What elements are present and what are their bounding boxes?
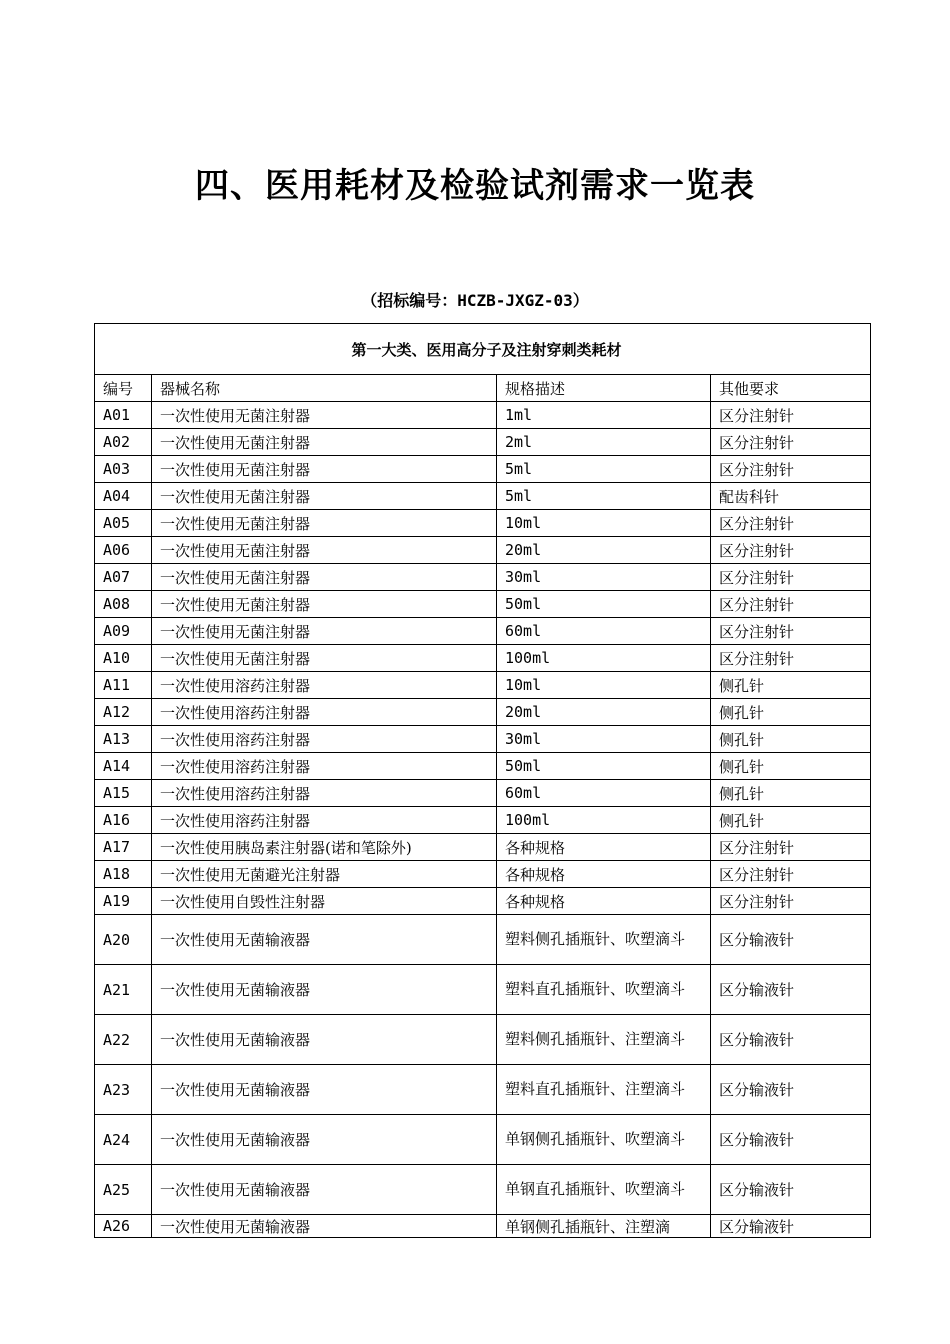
requirements-table [94, 323, 871, 1238]
device-name: 一次性使用溶药注射器 [152, 753, 497, 780]
spec-description: 塑料侧孔插瓶针、注塑滴斗 [497, 1015, 711, 1065]
other-requirement: 区分注射针 [711, 564, 871, 591]
row-id: A11 [95, 672, 152, 699]
device-name: 一次性使用溶药注射器 [152, 780, 497, 807]
other-requirement: 侧孔针 [711, 780, 871, 807]
other-requirement: 区分注射针 [711, 510, 871, 537]
spec-description: 1ml [497, 402, 711, 429]
other-requirement: 区分注射针 [711, 834, 871, 861]
device-name: 一次性使用无菌输液器 [152, 1065, 497, 1115]
row-id: A13 [95, 726, 152, 753]
other-requirement: 区分注射针 [711, 591, 871, 618]
row-id: A18 [95, 861, 152, 888]
device-name: 一次性使用无菌注射器 [152, 483, 497, 510]
table-row [95, 402, 871, 429]
spec-description: 30ml [497, 726, 711, 753]
table-row [95, 483, 871, 510]
row-id: A10 [95, 645, 152, 672]
spec-description: 100ml [497, 645, 711, 672]
table-row [95, 645, 871, 672]
other-requirement: 区分输液针 [711, 1165, 871, 1215]
device-name: 一次性使用无菌注射器 [152, 456, 497, 483]
device-name: 一次性使用无菌输液器 [152, 915, 497, 965]
spec-description: 5ml [497, 483, 711, 510]
row-id: A17 [95, 834, 152, 861]
tender-number-suffix: ） [572, 291, 589, 310]
row-id: A01 [95, 402, 152, 429]
spec-description: 各种规格 [497, 888, 711, 915]
other-requirement: 区分注射针 [711, 456, 871, 483]
device-name: 一次性使用无菌注射器 [152, 564, 497, 591]
row-id: A26 [95, 1215, 152, 1238]
other-requirement: 区分输液针 [711, 1065, 871, 1115]
row-id: A07 [95, 564, 152, 591]
row-id: A05 [95, 510, 152, 537]
device-name: 一次性使用无菌输液器 [152, 1115, 497, 1165]
device-name: 一次性使用溶药注射器 [152, 807, 497, 834]
other-requirement: 区分注射针 [711, 618, 871, 645]
spec-description: 100ml [497, 807, 711, 834]
device-name: 一次性使用无菌避光注射器 [152, 861, 497, 888]
spec-description: 10ml [497, 672, 711, 699]
device-name: 一次性使用无菌输液器 [152, 1015, 497, 1065]
table-row [95, 807, 871, 834]
device-name: 一次性使用无菌注射器 [152, 429, 497, 456]
row-id: A02 [95, 429, 152, 456]
other-requirement: 侧孔针 [711, 699, 871, 726]
page-title: 四、医用耗材及检验试剂需求一览表 [195, 166, 755, 206]
table-row [95, 672, 871, 699]
row-id: A24 [95, 1115, 152, 1165]
table-row [95, 888, 871, 915]
other-requirement: 侧孔针 [711, 672, 871, 699]
spec-description: 塑料侧孔插瓶针、吹塑滴斗 [497, 915, 711, 965]
device-name: 一次性使用溶药注射器 [152, 726, 497, 753]
row-id: A22 [95, 1015, 152, 1065]
category-heading: 第一大类、医用高分子及注射穿刺类耗材 [95, 324, 871, 375]
device-name: 一次性使用无菌注射器 [152, 510, 497, 537]
row-id: A12 [95, 699, 152, 726]
header-other: 其他要求 [711, 375, 871, 402]
spec-description: 60ml [497, 780, 711, 807]
other-requirement: 区分输液针 [711, 1215, 871, 1238]
row-id: A21 [95, 965, 152, 1015]
device-name: 一次性使用溶药注射器 [152, 672, 497, 699]
other-requirement: 区分输液针 [711, 915, 871, 965]
device-name: 一次性使用无菌注射器 [152, 537, 497, 564]
spec-description: 单钢侧孔插瓶针、注塑滴 [497, 1215, 711, 1238]
table-row [95, 456, 871, 483]
other-requirement: 侧孔针 [711, 753, 871, 780]
device-name: 一次性使用无菌注射器 [152, 591, 497, 618]
spec-description: 5ml [497, 456, 711, 483]
header-spec: 规格描述 [497, 375, 711, 402]
spec-description: 20ml [497, 699, 711, 726]
row-id: A20 [95, 915, 152, 965]
other-requirement: 区分输液针 [711, 1115, 871, 1165]
table-row [95, 915, 871, 965]
table-row [95, 1215, 871, 1238]
row-id: A08 [95, 591, 152, 618]
other-requirement: 区分注射针 [711, 861, 871, 888]
row-id: A04 [95, 483, 152, 510]
spec-description: 20ml [497, 537, 711, 564]
table-row [95, 564, 871, 591]
spec-description: 50ml [497, 591, 711, 618]
other-requirement: 侧孔针 [711, 726, 871, 753]
table-row [95, 1015, 871, 1065]
table-row [95, 537, 871, 564]
row-id: A14 [95, 753, 152, 780]
table-row [95, 618, 871, 645]
other-requirement: 区分注射针 [711, 645, 871, 672]
table-row [95, 1115, 871, 1165]
spec-description: 2ml [497, 429, 711, 456]
row-id: A09 [95, 618, 152, 645]
row-id: A03 [95, 456, 152, 483]
spec-description: 单钢直孔插瓶针、吹塑滴斗 [497, 1165, 711, 1215]
tender-number [0, 290, 950, 312]
other-requirement: 区分输液针 [711, 1015, 871, 1065]
header-id: 编号 [95, 375, 152, 402]
other-requirement: 区分注射针 [711, 537, 871, 564]
device-name: 一次性使用无菌注射器 [152, 402, 497, 429]
table-row [95, 965, 871, 1015]
spec-description: 塑料直孔插瓶针、注塑滴斗 [497, 1065, 711, 1115]
spec-description: 塑料直孔插瓶针、吹塑滴斗 [497, 965, 711, 1015]
row-id: A23 [95, 1065, 152, 1115]
spec-description: 50ml [497, 753, 711, 780]
table-row [95, 591, 871, 618]
device-name: 一次性使用胰岛素注射器(诺和笔除外) [152, 834, 497, 861]
device-name: 一次性使用溶药注射器 [152, 699, 497, 726]
tender-number-prefix: （招标编号： [361, 291, 458, 310]
device-name: 一次性使用无菌注射器 [152, 618, 497, 645]
device-name: 一次性使用无菌注射器 [152, 645, 497, 672]
table-row [95, 861, 871, 888]
device-name: 一次性使用无菌输液器 [152, 1165, 497, 1215]
table-row [95, 699, 871, 726]
device-name: 一次性使用无菌输液器 [152, 1215, 497, 1238]
row-id: A06 [95, 537, 152, 564]
table-row [95, 510, 871, 537]
table-row [95, 780, 871, 807]
spec-description: 60ml [497, 618, 711, 645]
table-row [95, 834, 871, 861]
row-id: A25 [95, 1165, 152, 1215]
other-requirement: 区分注射针 [711, 888, 871, 915]
table-row [95, 429, 871, 456]
tender-number-code: HCZB-JXGZ-03 [457, 291, 573, 310]
table-row [95, 1165, 871, 1215]
spec-description: 30ml [497, 564, 711, 591]
other-requirement: 区分注射针 [711, 429, 871, 456]
spec-description: 10ml [497, 510, 711, 537]
other-requirement: 配齿科针 [711, 483, 871, 510]
row-id: A16 [95, 807, 152, 834]
header-device-name: 器械名称 [152, 375, 497, 402]
spec-description: 各种规格 [497, 861, 711, 888]
table-row [95, 1065, 871, 1115]
row-id: A15 [95, 780, 152, 807]
other-requirement: 区分注射针 [711, 402, 871, 429]
spec-description: 各种规格 [497, 834, 711, 861]
table-row [95, 726, 871, 753]
table-header-row [95, 375, 871, 402]
other-requirement: 侧孔针 [711, 807, 871, 834]
other-requirement: 区分输液针 [711, 965, 871, 1015]
device-name: 一次性使用自毁性注射器 [152, 888, 497, 915]
spec-description: 单钢侧孔插瓶针、吹塑滴斗 [497, 1115, 711, 1165]
device-name: 一次性使用无菌输液器 [152, 965, 497, 1015]
row-id: A19 [95, 888, 152, 915]
table-row [95, 753, 871, 780]
